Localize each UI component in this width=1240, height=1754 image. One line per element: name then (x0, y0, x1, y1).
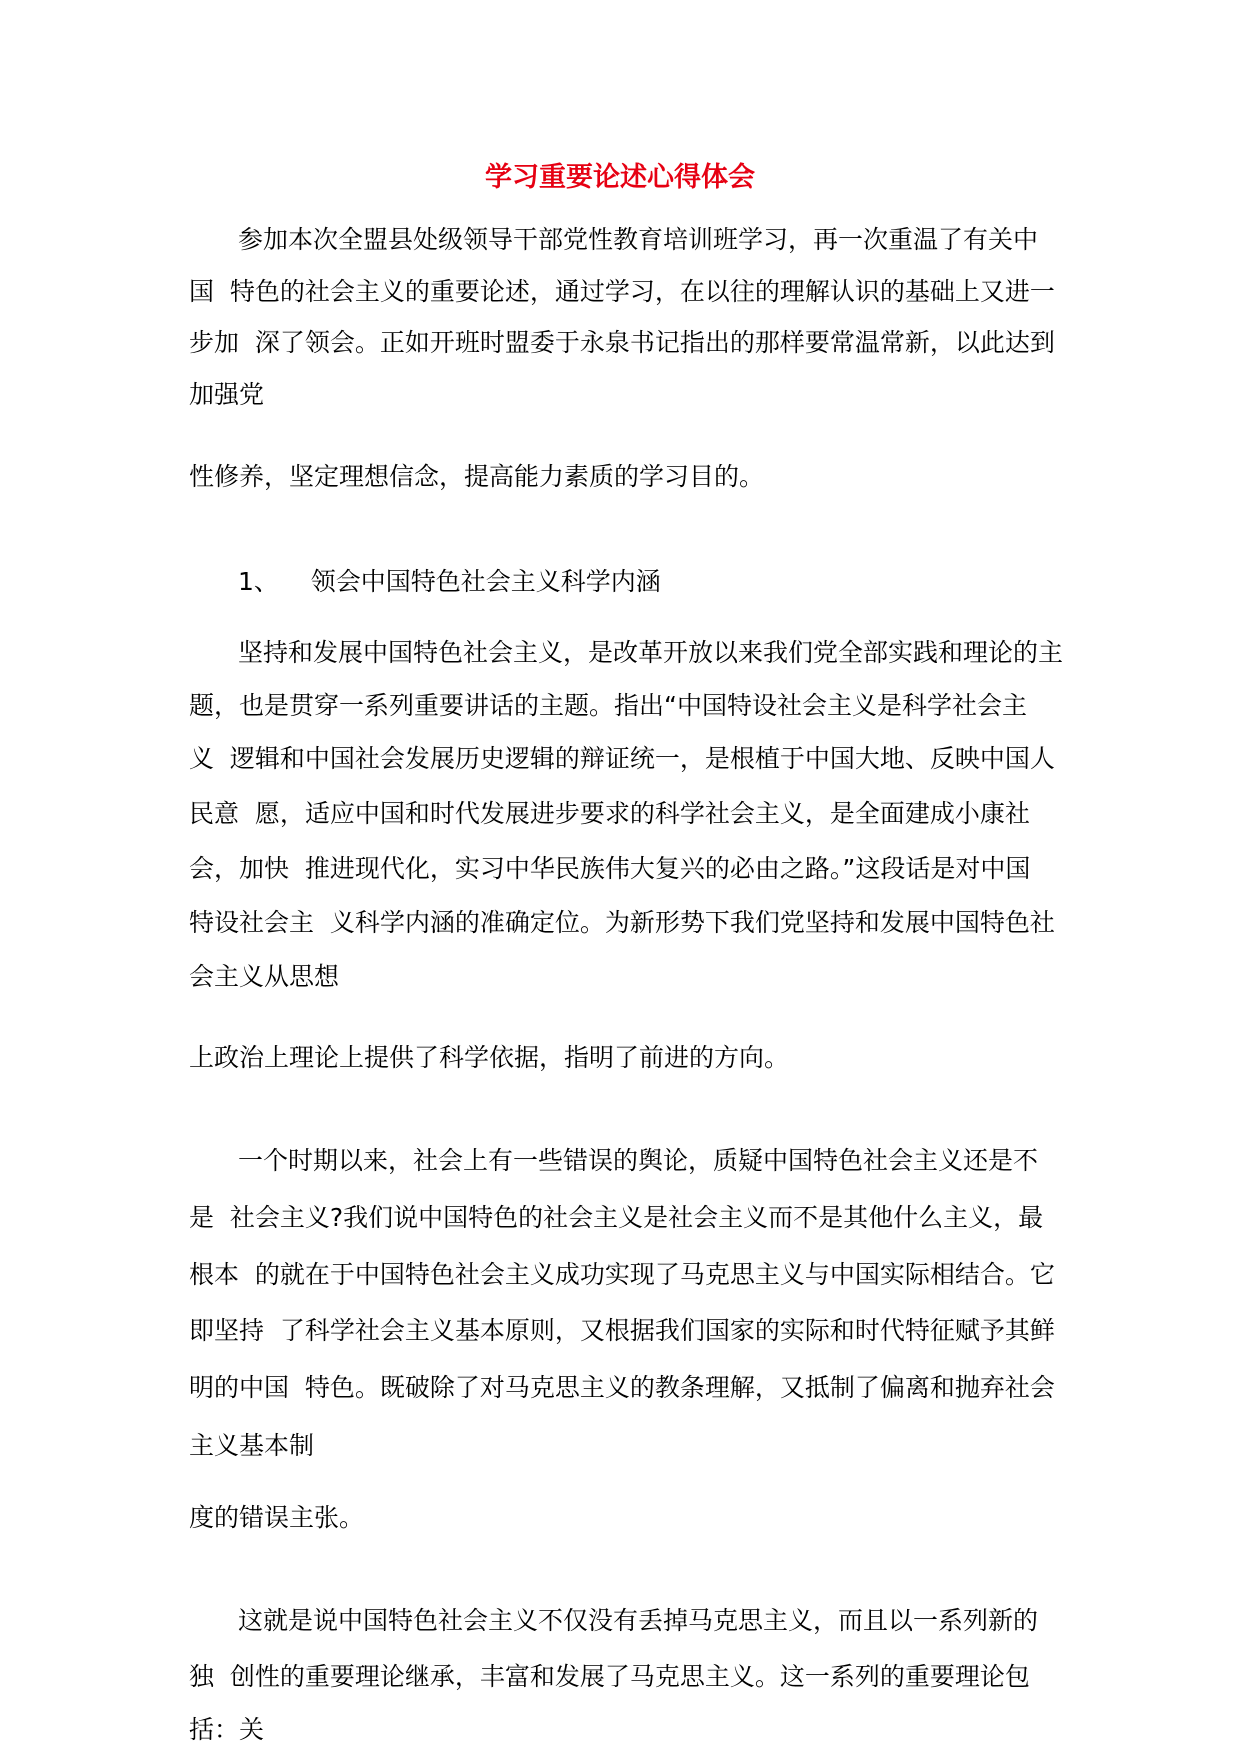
paragraph-line: 这就是说中国特色社会主义不仅没有丢掉马克思主义，而且以一系列新的 (238, 1606, 1039, 1635)
paragraph-line: 括：关 (189, 1715, 265, 1744)
paragraph-line: 步加 深了领会。正如开班时盟委于永泉书记指出的那样要常温常新，以此达到 (189, 328, 1055, 357)
paragraph-line: 即坚持 了科学社会主义基本原则，又根据我们国家的实际和时代特征赋予其鲜 (189, 1316, 1055, 1345)
paragraph-line: 加强党 (189, 380, 265, 409)
paragraph-line: 上政治上理论上提供了科学依据，指明了前进的方向。 (189, 1043, 790, 1072)
paragraph-line: 会主义从思想 (189, 962, 340, 991)
paragraph-line: 明的中国 特色。既破除了对马克思主义的教条理解，又抵制了偏离和抛弃社会 (189, 1373, 1055, 1402)
paragraph-line: 国 特色的社会主义的重要论述，通过学习，在以往的理解认识的基础上又进一 (189, 277, 1055, 306)
paragraph-line: 度的错误主张。 (189, 1503, 365, 1532)
paragraph-line: 根本 的就在于中国特色社会主义成功实现了马克思主义与中国实际相结合。它 (189, 1260, 1055, 1289)
paragraph-line: 独 创性的重要理论继承，丰富和发展了马克思主义。这一系列的重要理论包 (189, 1662, 1030, 1691)
paragraph-line: 民意 愿，适应中国和时代发展进步要求的科学社会主义，是全面建成小康社 (189, 799, 1030, 828)
paragraph-line: 坚持和发展中国特色社会主义，是改革开放以来我们党全部实践和理论的主 (238, 638, 1064, 667)
paragraph-line: 是 社会主义?我们说中国特色的社会主义是社会主义而不是其他什么主义，最 (189, 1203, 1044, 1232)
paragraph-line: 性修养，坚定理想信念，提高能力素质的学习目的。 (189, 462, 765, 491)
paragraph-line: 题，也是贯穿一系列重要讲话的主题。指出“中国特设社会主义是科学社会主 (189, 691, 1027, 720)
document-title: 学习重要论述心得体会 (485, 162, 755, 193)
paragraph-line: 会，加快 推进现代化，实习中华民族伟大复兴的必由之路。”这段话是对中国 (189, 854, 1031, 883)
section-heading: 1、 领会中国特色社会主义科学内涵 (238, 567, 661, 596)
paragraph-line: 参加本次全盟县处级领导干部党性教育培训班学习，再一次重温了有关中 (238, 225, 1039, 254)
paragraph-line: 义 逻辑和中国社会发展历史逻辑的辩证统一，是根植于中国大地、反映中国人 (189, 744, 1055, 773)
paragraph-line: 主义基本制 (189, 1431, 315, 1460)
paragraph-line: 一个时期以来，社会上有一些错误的舆论，质疑中国特色社会主义还是不 (238, 1146, 1039, 1175)
paragraph-line: 特设社会主 义科学内涵的准确定位。为新形势下我们党坚持和发展中国特色社 (189, 908, 1055, 937)
